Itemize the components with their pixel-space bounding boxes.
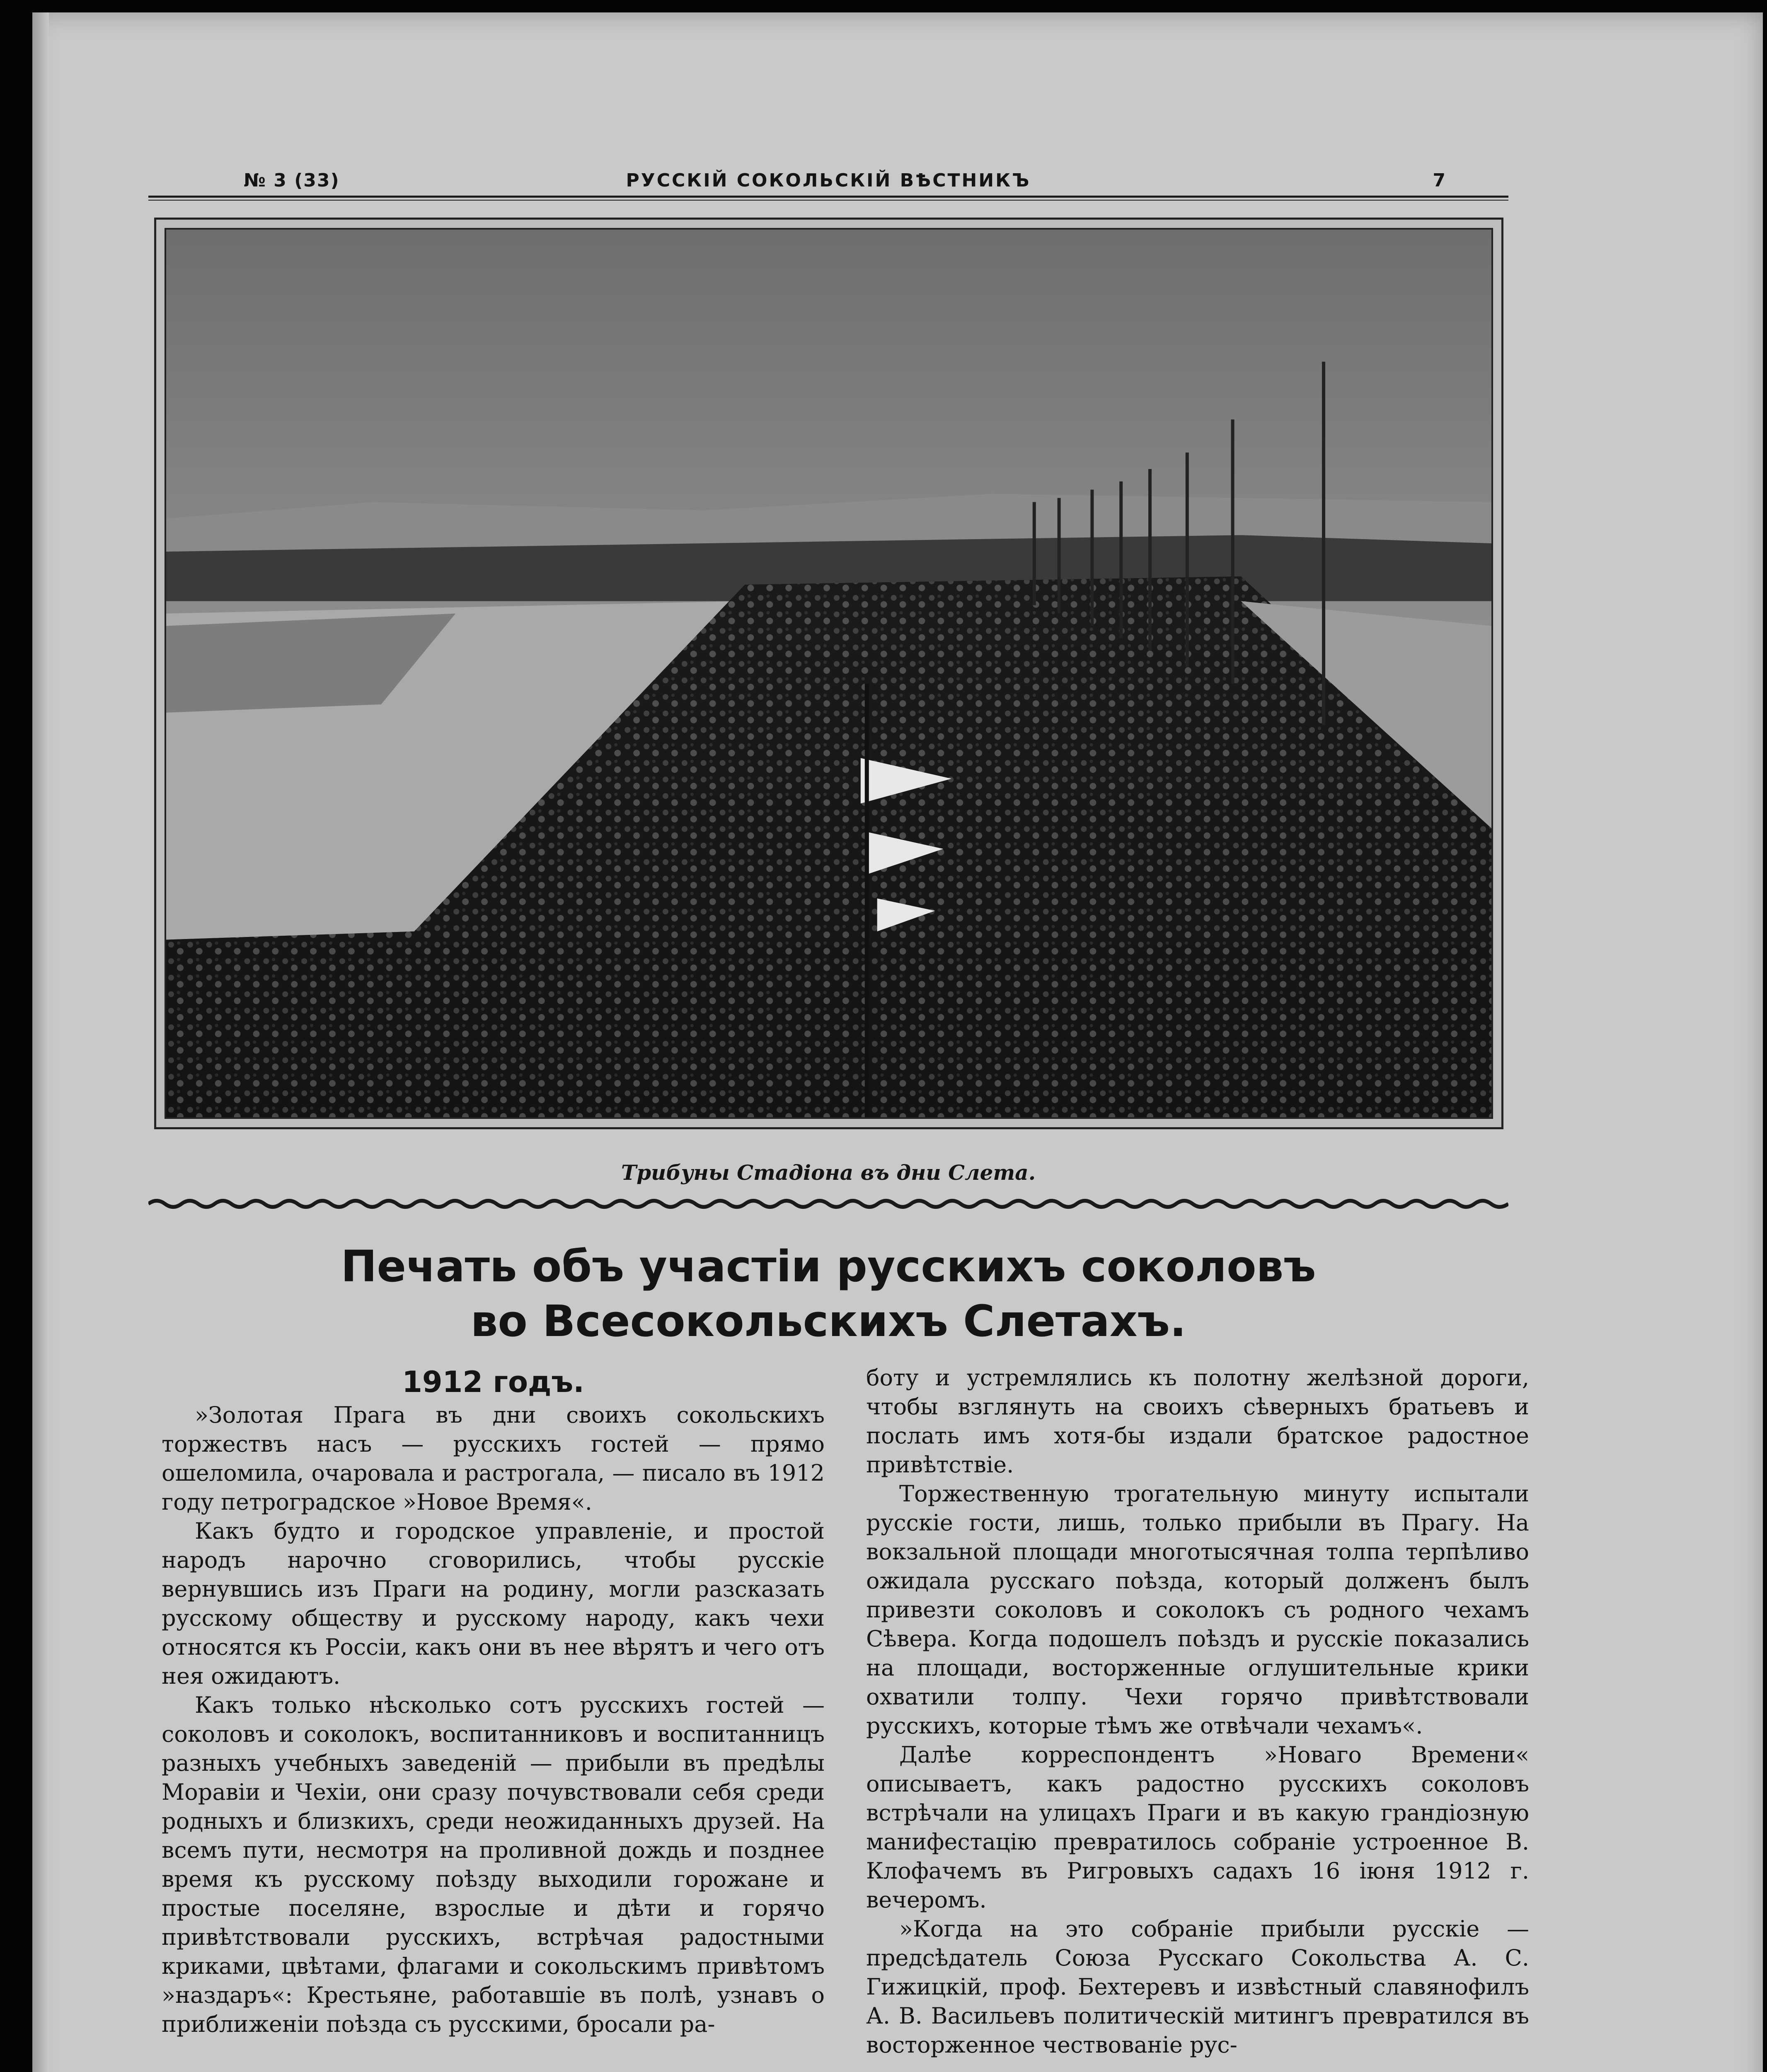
journal-title: РУССКІЙ СОКОЛЬСКІЙ ВѢСТНИКЪ [626,170,1031,191]
stadium-stands-photo [165,228,1493,1119]
article-title-line-1: Печать объ участіи русскихъ соколовъ [341,1241,1316,1292]
wavy-divider [148,1196,1508,1212]
issue-number: № 3 (33) [244,170,340,191]
photo-frame [154,218,1503,1129]
paragraph: Какъ будто и городское управленіе, и простой народъ нарочно сговорились, чтобы русскіе вернувшись изъ Праги на родину, могли разсказать русскому обществу и русскому народу, какъ чехи относятся къ Россіи, какъ они въ нее вѣрятъ и чего отъ нея ожидаютъ. [162,1518,825,1689]
page-number: 7 [1433,170,1446,191]
page-fold-shadow [32,12,49,2072]
paragraph-continuation: боту и устремлялись къ полотну желѣзной дороги, чтобы взглянуть на своихъ сѣверныхъ братьевъ и послать имъ хотя-бы издали братское радостное привѣтствіе. [866,1365,1529,1478]
text-column-left [162,1363,825,2039]
paragraph: Далѣе корреспондентъ »Новаго Времени« описываетъ, какъ радостно русскихъ соколовъ встрѣчали на улицахъ Праги и въ какую грандіозную манифестацію превратилось собраніе устроенное В. Клофачемъ въ Ригровыхъ садахъ 16 іюня 1912 г. вечеромъ. [866,1742,1529,1913]
photo-caption: Трибуны Стадіона въ дни Слета. [621,1160,1036,1185]
article-title [148,1239,1508,1348]
header-rule-thin [148,200,1508,201]
article-title-line-2: во Всесокольскихъ Слетахъ. [470,1296,1186,1346]
paragraph: »Когда на это собраніе прибыли русскіе — предсѣдатель Союза Русскаго Сокольства А. С. Гижицкій, проф. Бехтеревъ и извѣстный славянофилъ А. В. Васильевъ политическій митингъ превратился въ восторженное чествованіе рус- [866,1916,1529,2058]
text-column-right [866,1363,1529,2060]
stadium-photo-illustration [166,230,1491,1117]
paragraph: Какъ только нѣсколько сотъ русскихъ гостей — соколовъ и соколокъ, воспитанниковъ и воспитанницъ разныхъ учебныхъ заведеній — прибыли въ предѣлы Моравіи и Чехіи, они сразу почувствовали себя среди родныхъ и близкихъ, среди неожиданныхъ друзей. На всемъ пути, несмотря на проливной дождь и позднее время къ русскому поѣзду выходили горожане и простые поселяне, взрослые и дѣти и горячо привѣтствовали русскихъ, встрѣчая радостными криками, цвѣтами, флагами и сокольскимъ привѣтомъ »наздаръ«: Крестьяне, работавшіе въ полѣ, узнавъ о приближеніи поѣзда съ русскими, бросали ра- [162,1692,825,2037]
paragraph: »Золотая Прага въ дни своихъ сокольскихъ торжествъ насъ — русскихъ гостей — прямо ошеломила, очаровала и растрогала, — писало въ 1912 году петроградское »Новое Время«. [162,1402,825,1515]
running-header [148,166,1508,195]
header-rule [148,196,1508,198]
paragraph: Торжественную трогательную минуту испытали русскіе гости, лишь, только прибыли въ Прагу. На вокзальной площади многотысячная толпа терпѣливо ожидала русскаго поѣзда, который долженъ былъ привезти соколовъ и соколокъ съ родного чехамъ Сѣвера. Когда подошелъ поѣздъ и русскіе показались на площади, восторженные оглушительные крики охватили толпу. Чехи горячо привѣтствовали русскихъ, которые тѣмъ же отвѣчали чехамъ«. [866,1481,1529,1739]
year-heading: 1912 годъ. [402,1365,584,1399]
